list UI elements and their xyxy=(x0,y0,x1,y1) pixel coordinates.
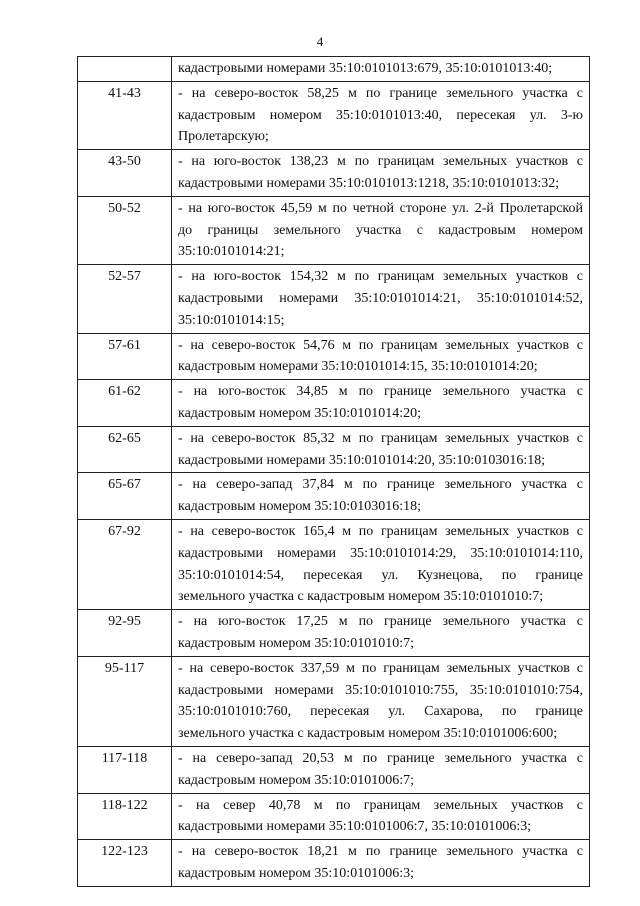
description-cell xyxy=(172,746,590,793)
description-cell xyxy=(172,793,590,840)
description-cell xyxy=(172,57,590,82)
table-row xyxy=(78,426,590,473)
segment-cell: 117-118 xyxy=(78,746,172,793)
table-row xyxy=(78,473,590,520)
segment-cell: 43-50 xyxy=(78,150,172,197)
table-row xyxy=(78,746,590,793)
description-line: кадастровым номером 35:10:0101014:20; xyxy=(178,405,421,421)
table-row xyxy=(78,150,590,197)
segment-cell: 65-67 xyxy=(78,473,172,520)
description-line: кадастровыми номерами 35:10:0101014:29, 35:10:0101014:110, xyxy=(178,545,583,561)
description-line: - на юго-восток 45,59 м по четной стороне ул. 2-й Пролетарской xyxy=(178,200,583,216)
description-cell xyxy=(172,150,590,197)
description-line: - на юго-восток 34,85 м по границе земельного участка с xyxy=(178,384,583,400)
segment-cell: 41-43 xyxy=(78,81,172,149)
page-number: 4 xyxy=(316,34,324,49)
description-line: - на северо-восток 85,32 м по границам земельных участков с xyxy=(178,430,583,446)
description-cell xyxy=(172,426,590,473)
table-row xyxy=(78,57,590,82)
segment-cell: 95-117 xyxy=(78,656,172,746)
segment-cell: 57-61 xyxy=(78,333,172,380)
description-cell xyxy=(172,380,590,427)
description-line: кадастровым номером 35:10:0101006:7; xyxy=(178,772,414,788)
description-cell xyxy=(172,656,590,746)
description-line: - на юго-восток 17,25 м по границе земельного участка с xyxy=(178,614,583,630)
description-line: - на юго-восток 138,23 м по границам земельных участков с xyxy=(178,154,583,170)
description-line: 35:10:0101014:54, пересекая ул. Кузнецова, по границе xyxy=(178,567,583,583)
description-line: кадастровыми номерами 35:10:0101014:20, 35:10:0103016:18; xyxy=(178,452,546,468)
description-cell xyxy=(172,473,590,520)
description-line: кадастровыми номерами 35:10:0101006:7, 35:10:0101006:3; xyxy=(178,819,532,835)
table-body xyxy=(78,57,590,887)
description-cell xyxy=(172,81,590,149)
description-line: кадастровыми номерами 35:10:0101014:21, 35:10:0101014:52, xyxy=(178,290,583,306)
table-row xyxy=(78,265,590,333)
segment-cell xyxy=(78,57,172,82)
description-line: 35:10:0101010:760, пересекая ул. Сахарова, по границе xyxy=(178,704,583,720)
table-row xyxy=(78,610,590,657)
table-row xyxy=(78,81,590,149)
description-line: кадастровым номером 35:10:0103016:18; xyxy=(178,499,421,515)
description-line: кадастровым номером 35:10:0101010:7; xyxy=(178,635,414,651)
description-line: кадастровым номерами 35:10:0101014:15, 35:10:0101014:20; xyxy=(178,359,538,375)
description-line: - на северо-запад 37,84 м по границе земельного участка с xyxy=(178,477,583,493)
description-cell xyxy=(172,840,590,887)
segment-cell: 50-52 xyxy=(78,196,172,264)
description-line: - на северо-восток 54,76 м по границам земельных участков с xyxy=(178,337,583,353)
description-line: кадастровым номером 35:10:0101006:3; xyxy=(178,865,414,881)
segment-cell: 67-92 xyxy=(78,519,172,609)
description-line: кадастровым номером 35:10:0101013:40, пересекая ул. 3-ю xyxy=(178,107,583,123)
description-line: - на северо-запад 20,53 м по границе земельного участка с xyxy=(178,750,583,766)
description-line: - на северо-восток 165,4 м по границам земельных участков с xyxy=(178,523,583,539)
table-row xyxy=(78,840,590,887)
segment-cell: 118-122 xyxy=(78,793,172,840)
description-line: кадастровыми номерами 35:10:0101013:1218, 35:10:0101013:32; xyxy=(178,175,560,191)
segment-cell: 52-57 xyxy=(78,265,172,333)
description-line: - на юго-восток 154,32 м по границам земельных участков с xyxy=(178,269,583,285)
description-cell xyxy=(172,265,590,333)
table-row xyxy=(78,196,590,264)
description-line: 35:10:0101014:21; xyxy=(178,244,285,260)
table-row xyxy=(78,380,590,427)
description-line: земельного участка с кадастровым номером 35:10:0101010:7; xyxy=(178,589,544,605)
table-row xyxy=(78,656,590,746)
description-line: земельного участка с кадастровым номером 35:10:0101006:600; xyxy=(178,726,558,742)
description-line: кадастровыми номерами 35:10:0101010:755, 35:10:0101010:754, xyxy=(178,682,583,698)
description-cell xyxy=(172,519,590,609)
description-line: 35:10:0101014:15; xyxy=(178,312,285,328)
description-line: кадастровыми номерами 35:10:0101013:679, 35:10:0101013:40; xyxy=(178,61,553,76)
description-cell xyxy=(172,333,590,380)
segment-cell: 62-65 xyxy=(78,426,172,473)
description-line: - на север 40,78 м по границам земельных участков с xyxy=(178,797,583,813)
description-line: до границы земельного участка с кадастровым номером xyxy=(178,222,583,238)
description-cell xyxy=(172,610,590,657)
description-cell xyxy=(172,196,590,264)
segment-cell: 122-123 xyxy=(78,840,172,887)
table-row xyxy=(78,793,590,840)
segment-cell: 92-95 xyxy=(78,610,172,657)
segment-cell: 61-62 xyxy=(78,380,172,427)
table-row xyxy=(78,519,590,609)
description-line: - на северо-восток 18,21 м по границе земельного участка с xyxy=(178,844,583,860)
boundary-table xyxy=(77,56,590,887)
description-line: - на северо-восток 337,59 м по границам земельных участков с xyxy=(178,660,583,676)
table-row xyxy=(78,333,590,380)
description-line: Пролетарскую; xyxy=(178,129,269,145)
description-line: - на северо-восток 58,25 м по границе земельного участка с xyxy=(178,85,583,101)
